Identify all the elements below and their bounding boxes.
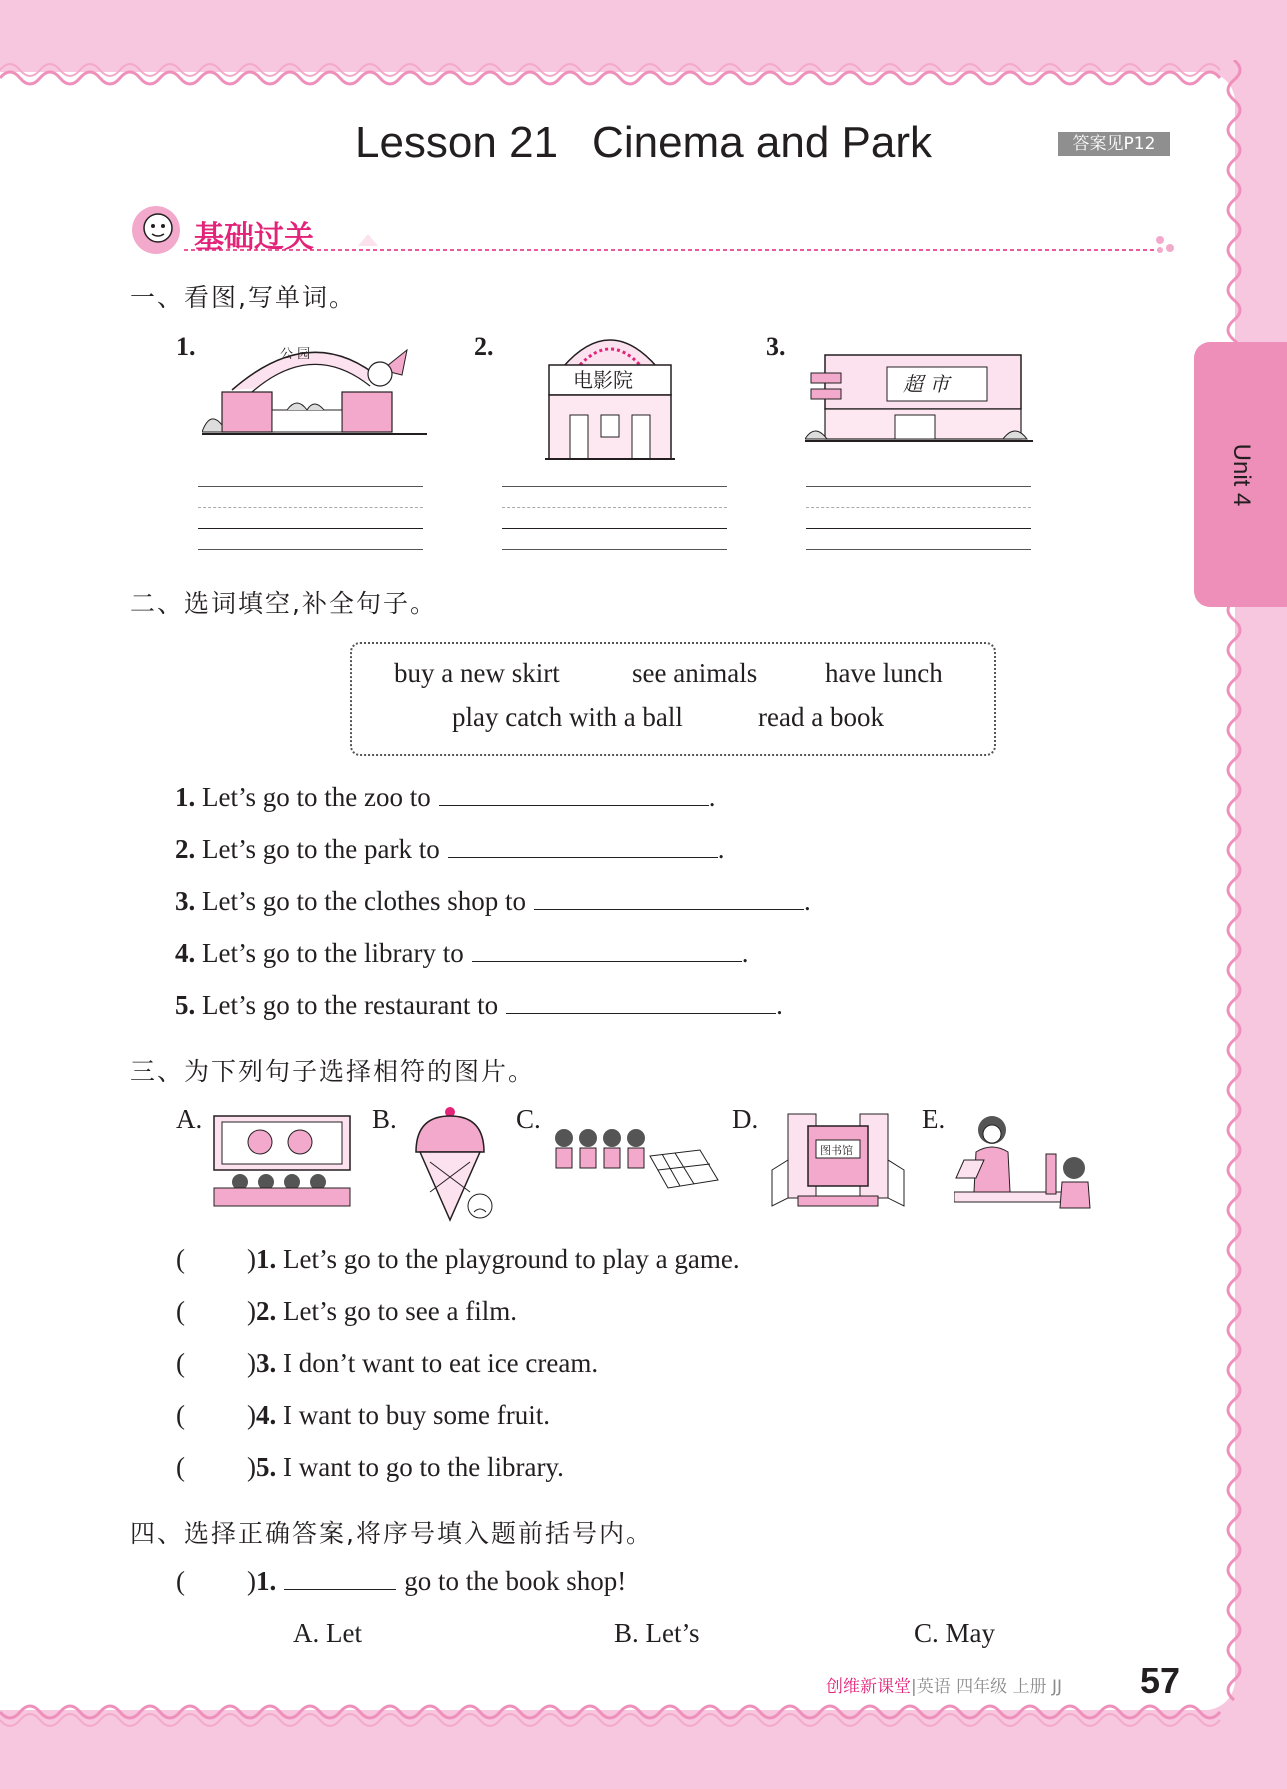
side-wave-border — [1222, 60, 1252, 1720]
supermarket-picture — [805, 345, 1033, 445]
word-bank-item: buy a new skirt — [394, 658, 560, 688]
children-playground-picture — [550, 1126, 720, 1194]
section-banner-label: 基础过关 — [194, 220, 314, 255]
lesson-name: Cinema and Park — [592, 118, 932, 167]
answer-blank[interactable] — [534, 887, 804, 910]
match-item: ( )3. I don’t want to eat ice cream. — [176, 1348, 599, 1378]
choice-e-label: E. — [922, 1104, 946, 1134]
fruit-shop-picture — [954, 1112, 1094, 1212]
park-picture — [202, 330, 430, 442]
park-sign: 公 园 — [280, 347, 311, 362]
section-banner — [128, 204, 1178, 259]
choice-a-label: A. — [176, 1104, 203, 1134]
pic2-write-lines[interactable] — [502, 466, 727, 550]
choice-question: ( )1. go to the book shop! — [176, 1566, 627, 1596]
word-bank-item: see animals — [632, 658, 758, 688]
answer-reference-tag: 答案见P12 — [1058, 132, 1170, 156]
part1-heading: 一、看图,写单词。 — [130, 283, 356, 312]
match-item: ( )5. I want to go to the library. — [176, 1452, 564, 1482]
fill-sentence: 2. Let’s go to the park to . — [175, 834, 725, 864]
lesson-number: Lesson 21 — [354, 118, 559, 167]
pic2-number: 2. — [474, 332, 494, 361]
unit-tab[interactable] — [1194, 342, 1287, 607]
cinema-picture — [545, 325, 675, 463]
answer-blank[interactable] — [439, 783, 709, 806]
answer-blank[interactable] — [448, 835, 718, 858]
fill-sentence: 1. Let’s go to the zoo to . — [175, 782, 716, 812]
fill-sentence: 4. Let’s go to the library to . — [175, 938, 749, 968]
match-item: ( )2. Let’s go to see a film. — [176, 1296, 517, 1326]
fill-sentence: 3. Let’s go to the clothes shop to . — [175, 886, 811, 916]
word-bank-item: read a book — [758, 702, 884, 732]
choice-d-label: D. — [732, 1104, 759, 1134]
ice-cream-picture — [400, 1102, 500, 1222]
pic3-number: 3. — [766, 332, 786, 361]
option-a[interactable]: A. Let — [293, 1618, 362, 1648]
page-number: 57 — [1140, 1660, 1181, 1701]
library-sign: 图书馆 — [820, 1144, 853, 1157]
match-item: ( )4. I want to buy some fruit. — [176, 1400, 550, 1430]
part4-heading: 四、选择正确答案,将序号填入题前括号内。 — [130, 1519, 653, 1548]
footer — [826, 1672, 1062, 1697]
pic1-write-lines[interactable] — [198, 466, 423, 550]
answer-blank[interactable] — [472, 939, 742, 962]
answer-blank[interactable] — [284, 1567, 396, 1590]
footer-info: 英语 四年级 上册 JJ — [916, 1677, 1062, 1697]
fill-sentence: 5. Let’s go to the restaurant to . — [175, 990, 783, 1020]
part2-heading: 二、选词填空,补全句子。 — [130, 589, 437, 618]
unit-tab-label: Unit 4 — [1227, 443, 1255, 506]
match-item: ( )1. Let’s go to the playground to play a game. — [176, 1244, 740, 1274]
footer-separator: | — [911, 1677, 917, 1697]
cinema-audience-picture — [210, 1112, 354, 1210]
option-c[interactable]: C. May — [914, 1618, 995, 1648]
choice-c-label: C. — [516, 1104, 541, 1134]
word-bank-item: have lunch — [825, 658, 943, 688]
library-picture — [768, 1110, 908, 1210]
supermarket-sign: 超 市 — [903, 372, 950, 396]
cinema-sign: 电影院 — [573, 368, 633, 392]
pic3-write-lines[interactable] — [806, 466, 1031, 550]
footer-brand: 创维新课堂 — [826, 1677, 911, 1697]
top-wave-border — [0, 48, 1235, 88]
answer-blank[interactable] — [506, 991, 776, 1014]
choice-b-label: B. — [372, 1104, 397, 1134]
word-bank — [350, 642, 996, 756]
pic1-number: 1. — [176, 332, 196, 361]
word-bank-item: play catch with a ball — [452, 702, 683, 732]
option-b[interactable]: B. Let’s — [614, 1618, 700, 1648]
part3-heading: 三、为下列句子选择相符的图片。 — [130, 1057, 536, 1086]
bottom-wave-border — [0, 1700, 1235, 1740]
